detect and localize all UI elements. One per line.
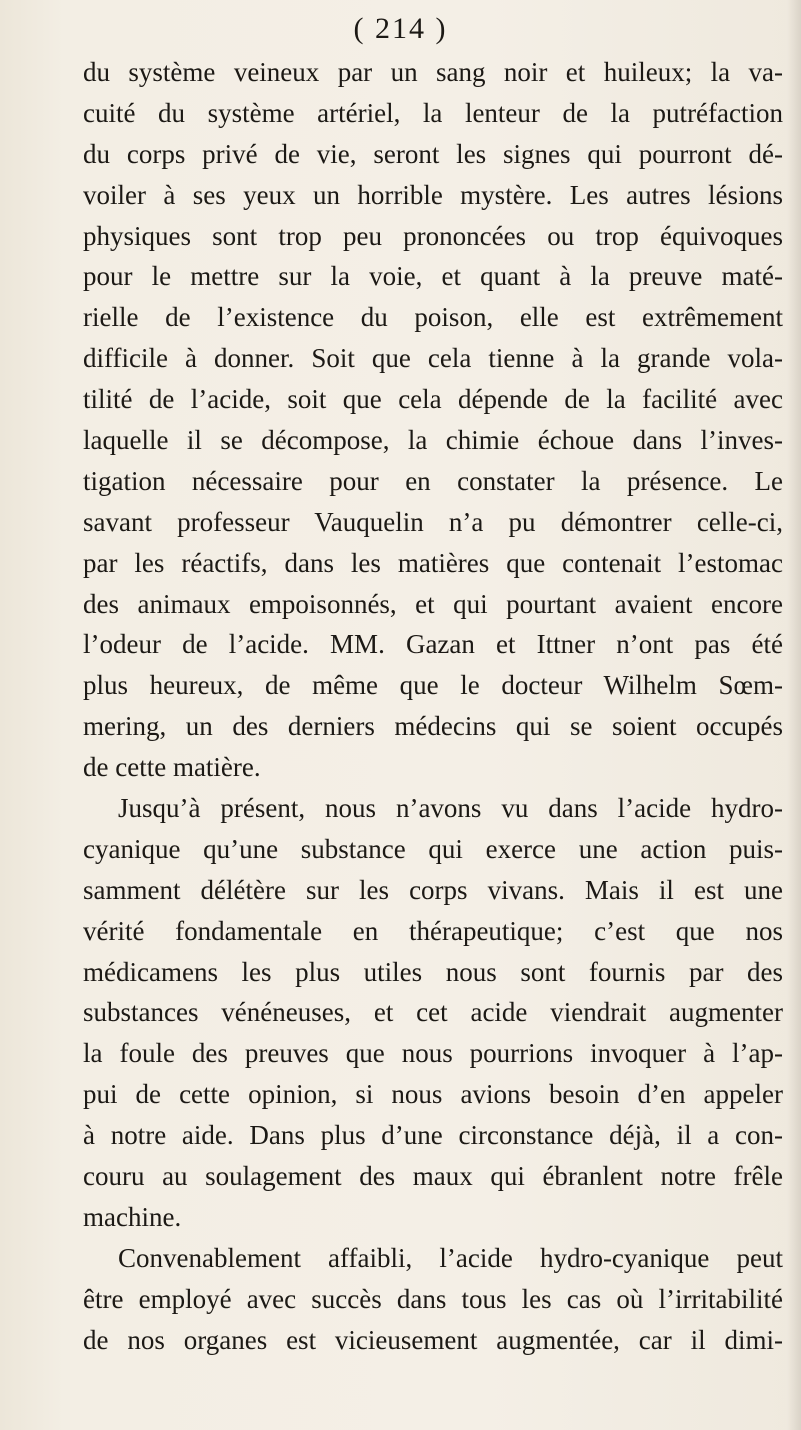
text-body <box>83 52 783 1361</box>
paragraph-1 <box>83 52 783 788</box>
text-line: tilité de l’acide, soit que cela dépende de la facilité avec <box>83 384 783 415</box>
text-line: machine. <box>83 1201 182 1232</box>
text-line: voiler à ses yeux un horrible mystère. Les autres lésions <box>83 179 783 210</box>
text-line: médicamens les plus utiles nous sont fournis par des <box>83 956 783 987</box>
text-line: de nos organes est vicieusement augmentée, car il dimi- <box>83 1324 783 1355</box>
text-line: couru au soulagement des maux qui ébranlent notre frêle <box>83 1161 783 1192</box>
text-line: pour le mettre sur la voie, et quant à la preuve maté- <box>83 261 783 292</box>
paragraph-2 <box>83 788 783 1238</box>
text-line: samment délétère sur les corps vivans. Mais il est une <box>83 874 783 905</box>
text-line: l’odeur de l’acide. MM. Gazan et Ittner n’ont pas été <box>83 629 783 660</box>
text-line: plus heureux, de même que le docteur Wilhelm Sœm- <box>83 670 783 701</box>
text-line: tigation nécessaire pour en constater la présence. Le <box>83 465 783 496</box>
text-line: mering, un des derniers médecins qui se soient occupés <box>83 711 783 742</box>
text-line: la foule des preuves que nous pourrions invoquer à l’ap- <box>83 1038 783 1069</box>
text-line: par les réactifs, dans les matières que contenait l’estomac <box>83 547 783 578</box>
text-line: du système veineux par un sang noir et huileux; la va- <box>83 57 783 87</box>
text-line: laquelle il se décompose, la chimie échoue dans l’inves- <box>83 425 783 456</box>
paragraph-3 <box>83 1238 783 1361</box>
text-line: physiques sont trop peu prononcées ou trop équivoques <box>83 220 783 251</box>
page-number: ( 214 ) <box>353 12 448 45</box>
text-line: être employé avec succès dans tous les cas où l’irritabilité <box>83 1283 783 1314</box>
text-line: de cette matière. <box>83 752 261 783</box>
text-line: vérité fondamentale en thérapeutique; c’est que nos <box>83 915 783 946</box>
text-line: du corps privé de vie, seront les signes qui pourront dé- <box>83 138 783 169</box>
text-line: pui de cette opinion, si nous avions besoin d’en appeler <box>83 1079 783 1110</box>
text-line: Convenablement affaibli, l’acide hydro-cyanique peut <box>118 1242 783 1273</box>
text-line: des animaux empoisonnés, et qui pourtant avaient encore <box>83 588 783 619</box>
text-line: à notre aide. Dans plus d’une circonstance déjà, il a con- <box>83 1120 783 1151</box>
text-line: savant professeur Vauquelin n’a pu démontrer celle-ci, <box>83 506 783 537</box>
text-line: difficile à donner. Soit que cela tienne à la grande vola- <box>83 343 783 374</box>
page-edge-shadow <box>787 0 801 1430</box>
text-line: Jusqu’à présent, nous n’avons vu dans l’acide hydro- <box>118 793 783 824</box>
text-line: rielle de l’existence du poison, elle est extrêmement <box>83 302 783 333</box>
text-line: substances vénéneuses, et cet acide viendrait augmenter <box>83 997 783 1028</box>
text-line: cyanique qu’une substance qui exerce une action puis- <box>83 833 783 864</box>
text-line: cuité du système artériel, la lenteur de la putréfaction <box>83 97 783 128</box>
